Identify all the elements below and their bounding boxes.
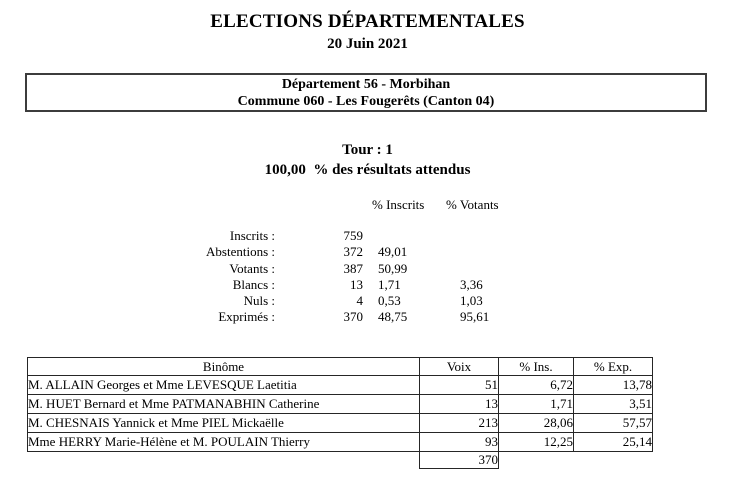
stat-row	[150, 228, 735, 244]
cell-voix: 213	[420, 414, 499, 433]
page-title: ELECTIONS DÉPARTEMENTALES	[210, 11, 525, 32]
cell-pct-exp: 57,57	[574, 414, 653, 433]
stat-row	[150, 277, 735, 293]
cell-binome: Mme HERRY Marie-Hélène et M. POULAIN Thierry	[28, 433, 420, 452]
table-row	[28, 395, 653, 414]
stat-count: 13	[350, 276, 363, 292]
page-date: 20 Juin 2021	[327, 36, 408, 52]
stat-label: Nuls :	[243, 293, 275, 309]
cell-binome: M. ALLAIN Georges et Mme LEVESQUE Laetitia	[28, 376, 420, 395]
stats-col-header-votants: % Votants	[446, 197, 499, 212]
stat-count: 759	[343, 228, 363, 243]
stat-label: Abstentions :	[206, 244, 275, 260]
location-commune: Commune 060 - Les Fougerêts (Canton 04)	[237, 94, 495, 109]
stat-pct-votants	[460, 261, 540, 277]
results-progress: 100,00 % des résultats attendus	[264, 162, 471, 178]
cell-pct-ins: 12,25	[499, 433, 574, 452]
results-table	[27, 357, 653, 469]
cell-pct-exp: 25,14	[574, 433, 653, 452]
stat-pct-votants: 3,36	[460, 276, 483, 292]
results-table-body	[28, 376, 653, 452]
stat-pct-inscrits: 49,01	[378, 244, 408, 260]
stat-pct-votants: 95,61	[460, 309, 490, 325]
title-block	[0, 10, 735, 54]
stat-pct-inscrits: 0,53	[378, 293, 401, 309]
stats-col-header-inscrits: % Inscrits	[372, 197, 425, 212]
location-departement: Département 56 - Morbihan	[281, 77, 451, 92]
stat-label: Votants :	[229, 260, 275, 276]
total-empty-binome	[28, 452, 420, 469]
stat-pct-votants	[460, 244, 540, 260]
stats-section	[0, 228, 735, 326]
stat-pct-inscrits: 1,71	[378, 276, 401, 292]
cell-pct-ins: 6,72	[499, 376, 574, 395]
stat-pct-votants	[460, 228, 540, 244]
total-empty-pct-exp	[574, 452, 653, 469]
cell-voix: 51	[420, 376, 499, 395]
cell-pct-exp: 13,78	[574, 376, 653, 395]
cell-pct-ins: 1,71	[499, 395, 574, 414]
round-block	[0, 140, 735, 181]
stat-count: 387	[343, 260, 363, 276]
stat-label: Inscrits :	[229, 228, 275, 243]
cell-binome: M. HUET Bernard et Mme PATMANABHIN Catherine	[28, 395, 420, 414]
table-row	[28, 433, 653, 452]
stat-label: Blancs :	[232, 276, 275, 292]
stat-pct-inscrits: 48,75	[378, 309, 408, 325]
location-box	[25, 73, 707, 112]
cell-pct-ins: 28,06	[499, 414, 574, 433]
stat-count: 372	[343, 244, 363, 260]
stat-row	[150, 244, 735, 260]
stat-row	[150, 261, 735, 277]
col-header-pct-ins: % Ins.	[499, 358, 574, 376]
table-row	[28, 414, 653, 433]
results-table-head	[28, 358, 653, 376]
stat-count: 4	[356, 293, 363, 309]
stat-row	[150, 309, 735, 325]
stat-pct-votants: 1,03	[460, 293, 483, 309]
results-table-header-row	[28, 358, 653, 376]
total-empty-pct-ins	[499, 452, 574, 469]
col-header-voix: Voix	[420, 358, 499, 376]
cell-voix: 13	[420, 395, 499, 414]
col-header-binome: Binôme	[28, 358, 420, 376]
col-header-pct-exp: % Exp.	[574, 358, 653, 376]
round-title: Tour : 1	[342, 142, 393, 158]
cell-pct-exp: 3,51	[574, 395, 653, 414]
total-voix-cell: 370	[420, 452, 499, 469]
stat-pct-inscrits: 50,99	[378, 260, 408, 276]
results-table-footer	[28, 452, 653, 469]
stat-row	[150, 293, 735, 309]
stat-label: Exprimés :	[218, 309, 275, 325]
stat-count: 370	[343, 309, 363, 325]
stat-pct-inscrits	[363, 228, 460, 244]
total-row	[28, 452, 653, 469]
cell-binome: M. CHESNAIS Yannick et Mme PIEL Mickaëlle	[28, 414, 420, 433]
cell-voix: 93	[420, 433, 499, 452]
table-row	[28, 376, 653, 395]
